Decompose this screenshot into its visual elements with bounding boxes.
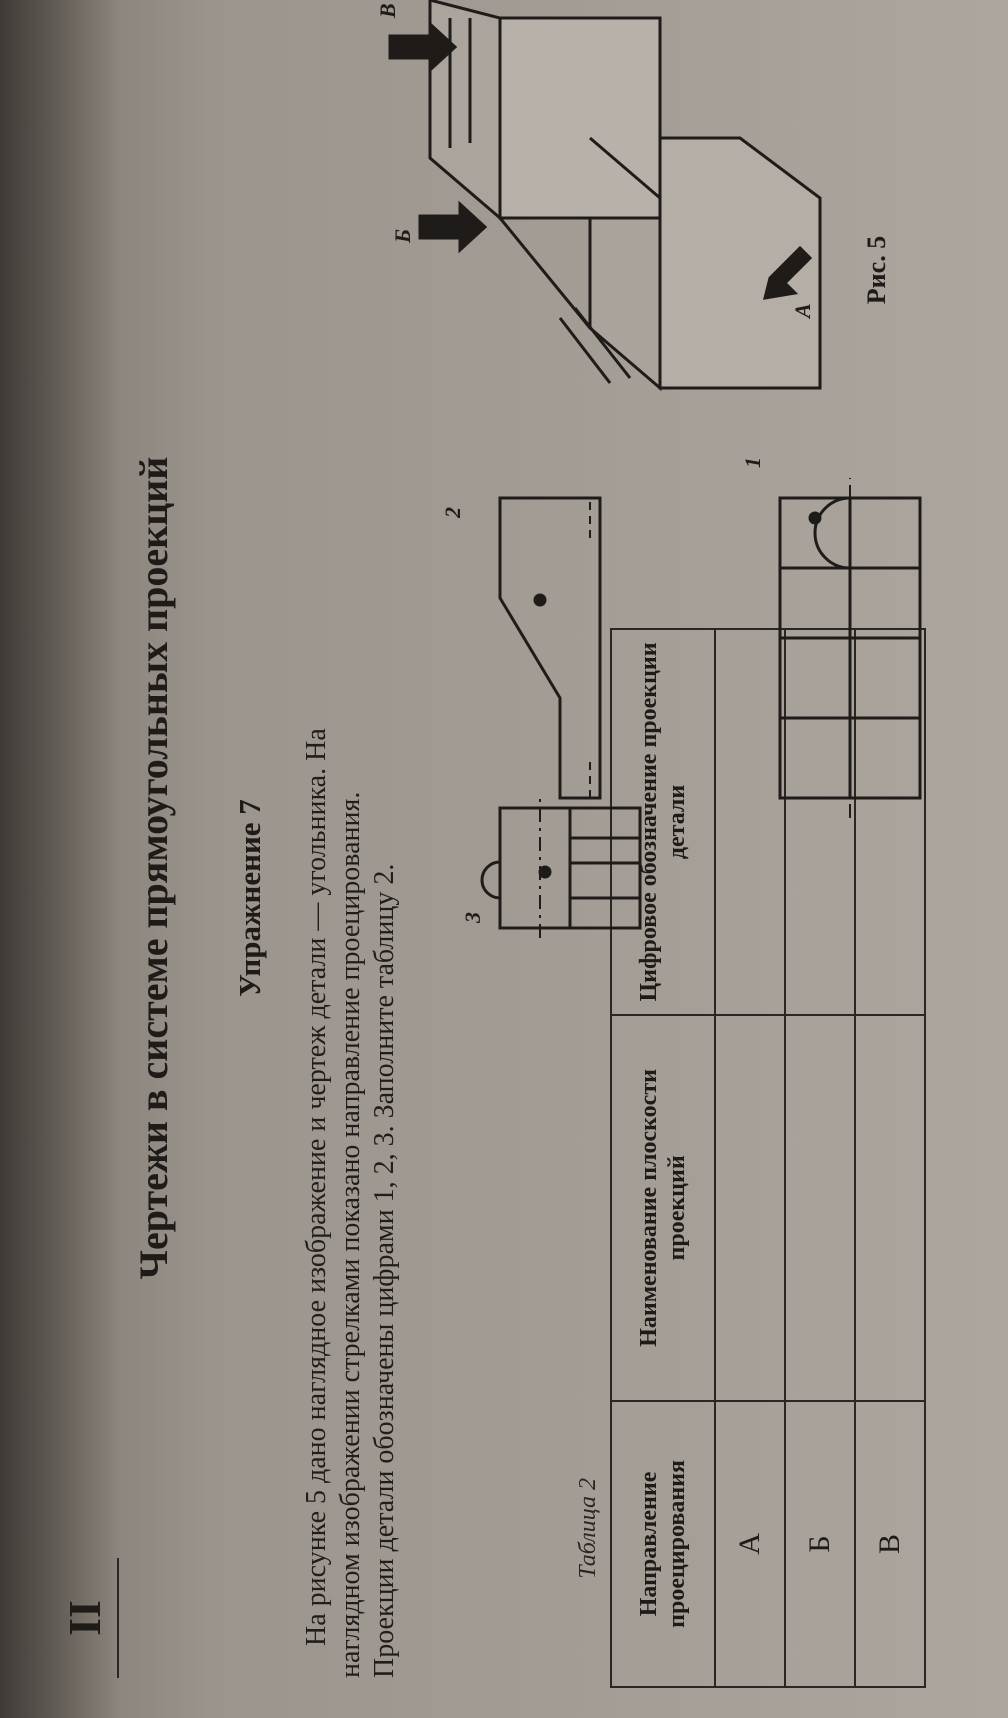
projection-1 — [740, 457, 920, 818]
isometric-view — [430, 0, 820, 388]
projection-label-3: 3 — [460, 912, 485, 923]
projection-label-1: 1 — [740, 457, 765, 468]
figure-caption: Рис. 5 — [862, 235, 891, 305]
exercise-title: Упражнение 7 — [232, 799, 267, 997]
arrow-label-b: Б — [390, 229, 415, 243]
column-header-plane: Наименование плоскости проекций — [611, 1015, 715, 1401]
exercise-text: На рисунке 5 дано наглядное изображение и чертеж детали — угольника. На наглядном изображении стрелками показано направление проецирования. Проекции детали обозначены цифрами 1, 2, 3. Заполните таблицу 2. — [301, 728, 400, 1678]
arrow-label-v: В — [375, 3, 400, 18]
table-cell-direction: Б — [785, 1401, 855, 1687]
arrow-label-a: А — [790, 303, 815, 318]
projection-2 — [440, 498, 600, 798]
chapter-title: Чертежи в системе прямоугольных проекций — [131, 456, 176, 1280]
table-caption: Таблица 2 — [575, 1478, 601, 1579]
projection-3 — [460, 798, 640, 938]
column-header-number: Цифровое обозначение проекции детали — [611, 629, 715, 1015]
section-number: II — [58, 1558, 119, 1678]
table-cell-direction: А — [715, 1401, 785, 1687]
projection-label-2: 2 — [440, 507, 465, 518]
arrow-b-icon — [420, 204, 485, 250]
table-cell-direction: В — [855, 1401, 925, 1687]
column-header-direction: Направление проецирования — [611, 1401, 715, 1687]
